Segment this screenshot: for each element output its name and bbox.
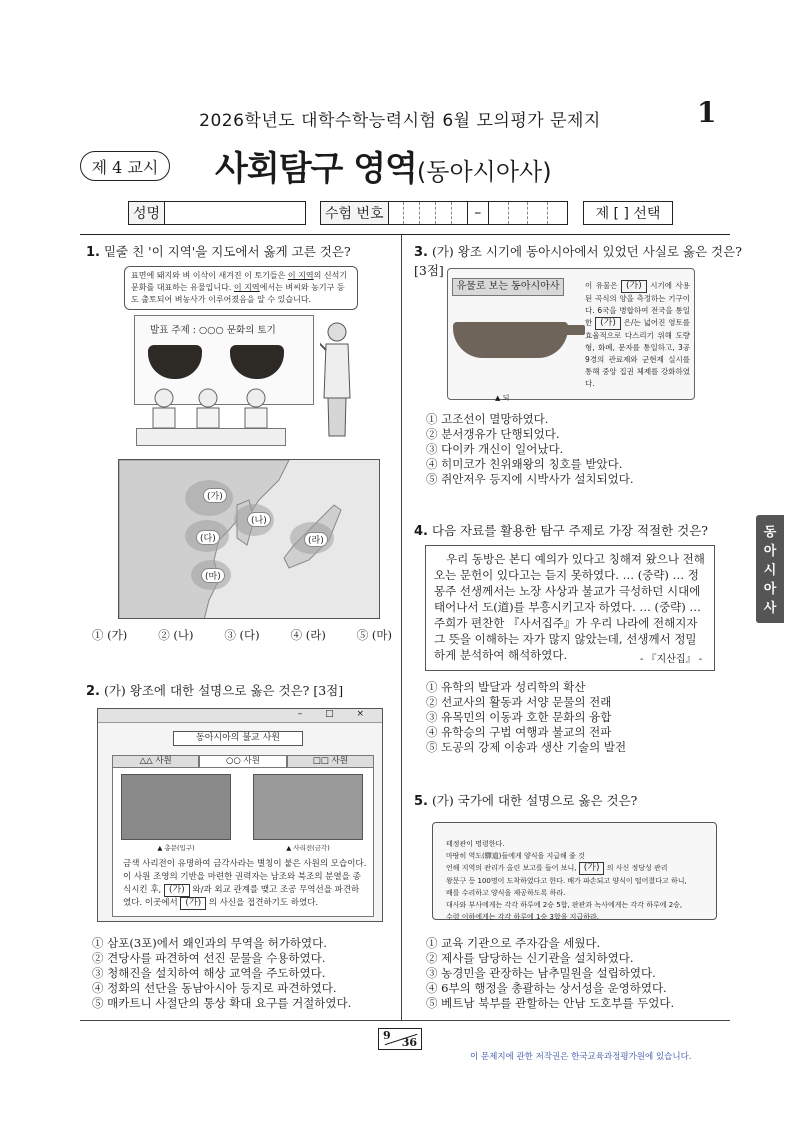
measuring-vessel-image [453,322,568,358]
choice-option[interactable]: ② 견당사를 파견하여 선진 문물을 수용하였다. [92,951,326,965]
choice-option[interactable]: ① 교육 기관으로 주자감을 세웠다. [426,936,601,950]
artifact-caption: ▲ 되 [495,394,510,402]
student-desks [136,428,286,446]
subject-main: 사회탐구 영역 [215,149,417,189]
caption-gate: ▲ 총문(입구) [157,844,195,852]
window-controls[interactable]: – □ × [297,709,374,719]
choice-option[interactable]: ⑤ 베트남 북부를 관할하는 안남 도호부를 두었다. [426,996,675,1010]
name-label: 성명 [129,202,165,224]
choice-option[interactable]: ③ 농경민을 관장하는 남추밀원을 설립하였다. [426,966,656,980]
q2-choices [92,936,392,1011]
choice-option[interactable]: ④ 정화의 선단을 동남아시아 등지로 파견하였다. [92,981,337,995]
copyright-notice: 이 문제지에 관한 저작권은 한국교육과정평가원에 있습니다. [470,1052,692,1062]
golden-pavilion-image [253,774,363,840]
choice-option[interactable]: ① 삼포(3포)에서 왜인과의 무역을 허가하였다. [92,936,327,950]
page-total: 36 [401,1036,417,1049]
question-number: 5. [414,794,428,809]
choice-option[interactable]: ② 제사를 담당하는 신기관을 설치하였다. [426,951,634,965]
quote-source: - 『지산집』 - [640,654,703,665]
exam-title: 2026학년도 대학수학능력시험 6월 모의평가 문제지 [199,111,601,131]
question-number: 3. [414,245,428,260]
question-prompt: (가) 왕조에 대한 설명으로 옳은 것은? [3점] [103,683,344,698]
name-field[interactable] [128,201,306,225]
map-label-ra: (라) [304,532,328,547]
choice-option[interactable]: ② (나) [158,628,194,642]
speech-bubble: 표면에 돼지와 벼 이삭이 새겨진 이 토기들은 이 지역의 신석기 문화를 대표하는 유물입니다. 이 지역에서는 벼씨와 농기구 등도 출토되어 벼농사가 이루어졌음을 알 수 있습니다. [124,266,358,310]
choice-option[interactable]: ⑤ 도공의 강제 이송과 생산 기술의 발전 [426,740,627,754]
question-prompt: 밑줄 친 '이 지역'을 지도에서 옳게 고른 것은? [103,244,351,259]
subject-title [215,141,552,190]
temple-dropdown[interactable]: 동아시아의 불교 사원 [173,731,303,746]
choice-option[interactable]: ④ (라) [290,628,326,642]
map-label-na: (나) [247,512,271,527]
choice-option[interactable]: ③ 청해진을 설치하여 해상 교역을 주도하였다. [92,966,326,980]
page-number: 1 [697,96,717,129]
side-tab-label: 동아시아사 [763,525,777,616]
choice-option[interactable]: ① 고조선이 멸망하였다. [426,412,549,426]
column-divider [401,234,402,1020]
choice-option[interactable]: ② 분서갱유가 단행되었다. [426,427,560,441]
tab-temple-1[interactable]: △△ 사원 [112,755,199,767]
choice-option[interactable]: ② 선교사의 활동과 서양 문물의 전래 [426,695,612,709]
primary-source-quote: 우리 동방은 본디 예의가 있다고 칭해져 왔으나 전해 오는 문헌이 있다고는 듣지 못하였다. … (중략) … 정몽주 선생께서는 노장 사상과 불교가 극성하던 시대에 태어나서 도(道)를 부흥시키고자 하였다. … (중략) … 주희가 편찬한 『사서집주』가 우리 나라에 전해지자 그 뜻을 이해하는 자가 많지 않았는데, 선생께서 정밀하게 분석하여 해석하였다. [425,545,715,671]
map-label-ma: (마) [201,568,225,583]
temple-panel [112,767,374,917]
students-figures [146,386,286,430]
exam-number-dash: – [467,202,489,224]
choice-option[interactable]: ④ 유학승의 구법 여행과 불교의 전파 [426,725,612,739]
question-prompt: (가) 왕조 시기에 동아시아에서 있었던 사실로 옳은 것은? [3점] [414,244,742,279]
presentation-topic: 발표 주제 : ○○○ 문화의 토기 [150,325,276,336]
choice-option[interactable]: ③ 유목민의 이동과 호한 문화의 융합 [426,710,612,724]
question-4 [414,522,744,541]
browser-title-bar [98,709,382,723]
exam-number-label: 수험 번호 [321,202,389,224]
page-counter [378,1028,422,1050]
q5-choices [426,936,726,1011]
top-rule [80,234,730,235]
bottom-rule [80,1020,730,1021]
browser-window [97,708,383,922]
question-5 [414,792,744,811]
exam-number-field[interactable] [320,201,568,225]
choice-option[interactable]: ① (가) [92,628,128,642]
map-label-ga: (가) [203,488,227,503]
caption-pavilion: ▲ 사리전(금각) [286,844,330,852]
question-2 [86,682,396,701]
choice-option[interactable]: ③ (다) [224,628,260,642]
choice-option[interactable]: ③ 다이카 개신이 일어났다. [426,442,564,456]
map-label-da: (다) [196,530,220,545]
choice-option[interactable]: ④ 히미코가 친위왜왕의 칭호를 받았다. [426,457,623,471]
teacher-figure [320,320,354,440]
question-1 [86,243,396,262]
tab-temple-2[interactable]: ○○ 사원 [199,755,286,767]
book-description: 이 유물은 (가) 시기에 사용된 곡식의 양을 측정하는 기구이다. 6국을 병합하여 전국을 통일한 (가) 은/는 넓어진 영토를 효율적으로 다스리기 위해 도량형, 화폐, 문자를 통일하고, 3공 9경의 관료제와 군현제 실시를 통해 중앙 집권 체제를 강화하였다. [585,281,690,388]
question-number: 2. [86,684,100,699]
q3-choices [426,412,726,487]
period-badge: 제 4 교시 [80,151,170,181]
tab-temple-3[interactable]: □□ 사원 [287,755,374,767]
choice-option[interactable]: ⑤ 쥐안저우 등지에 시박사가 설치되었다. [426,472,634,486]
choice-option[interactable]: ① 유학의 발달과 성리학의 확산 [426,680,586,694]
choice-option[interactable]: ⑤ (마) [356,628,392,642]
temple-description: 금색 사리전이 유명하여 금각사라는 별칭이 붙은 사원의 모습이다. 이 사원 조영의 기반을 마련한 권력자는 남조와 북조의 분열을 종식시킨 후, (가) 와/과 외교 관계를 맺고 조공 무역선을 파견하였다. 이곳에서 (가) 의 사신을 접견하기도 하였다. [123,859,367,908]
choice-option[interactable]: ④ 6부의 행정을 총괄하는 상서성을 운영하였다. [426,981,667,995]
choice-field[interactable] [583,201,673,225]
question-number: 1. [86,245,100,260]
q1-choices [92,628,392,643]
scroll-text: 태정관이 명령한다. 마땅히 역도(驛道)들에게 양식을 지급해 줄 것 언해 지역의 관리가 올린 보고를 들어 보니, (가) 의 사신 정당성 관리 왕문구 등 100명이 도착하였다고 한다. 배가 파손되고 양식이 떨어졌다고 하니, 배를 수리하고 양식을 제공하도록 하라. 대사와 부사에게는 각각 하루에 2승 5합, 판관과 녹사에게는 각각 하루에 2승, 수령 이하에게는 각각 하루에 1승 3합을 지급하라. [446,840,687,921]
choice-label: 제 [ ] 선택 [595,206,661,222]
exam-number-cells-a [389,202,467,224]
choice-option[interactable]: ⑤ 매카트니 사절단의 통상 확대 요구를 거절하였다. [92,996,352,1010]
measuring-vessel-handle [565,325,585,335]
map-landmass [119,460,380,619]
book-title: 유물로 보는 동아시아사 [452,278,564,296]
temple-gate-image [121,774,231,840]
question-prompt: 다음 자료를 활용한 탐구 주제로 가장 적절한 것은? [431,523,709,538]
question-number: 4. [414,524,428,539]
temple-tabs [112,755,374,767]
subject-sub: (동아시아사) [416,158,552,186]
question-prompt: (가) 국가에 대한 설명으로 옳은 것은? [431,793,638,808]
q4-choices [426,680,726,755]
page-current: 9 [383,1029,391,1042]
exam-number-cells-b [489,202,567,224]
east-asia-map [118,459,380,619]
subject-side-tab [756,515,784,623]
